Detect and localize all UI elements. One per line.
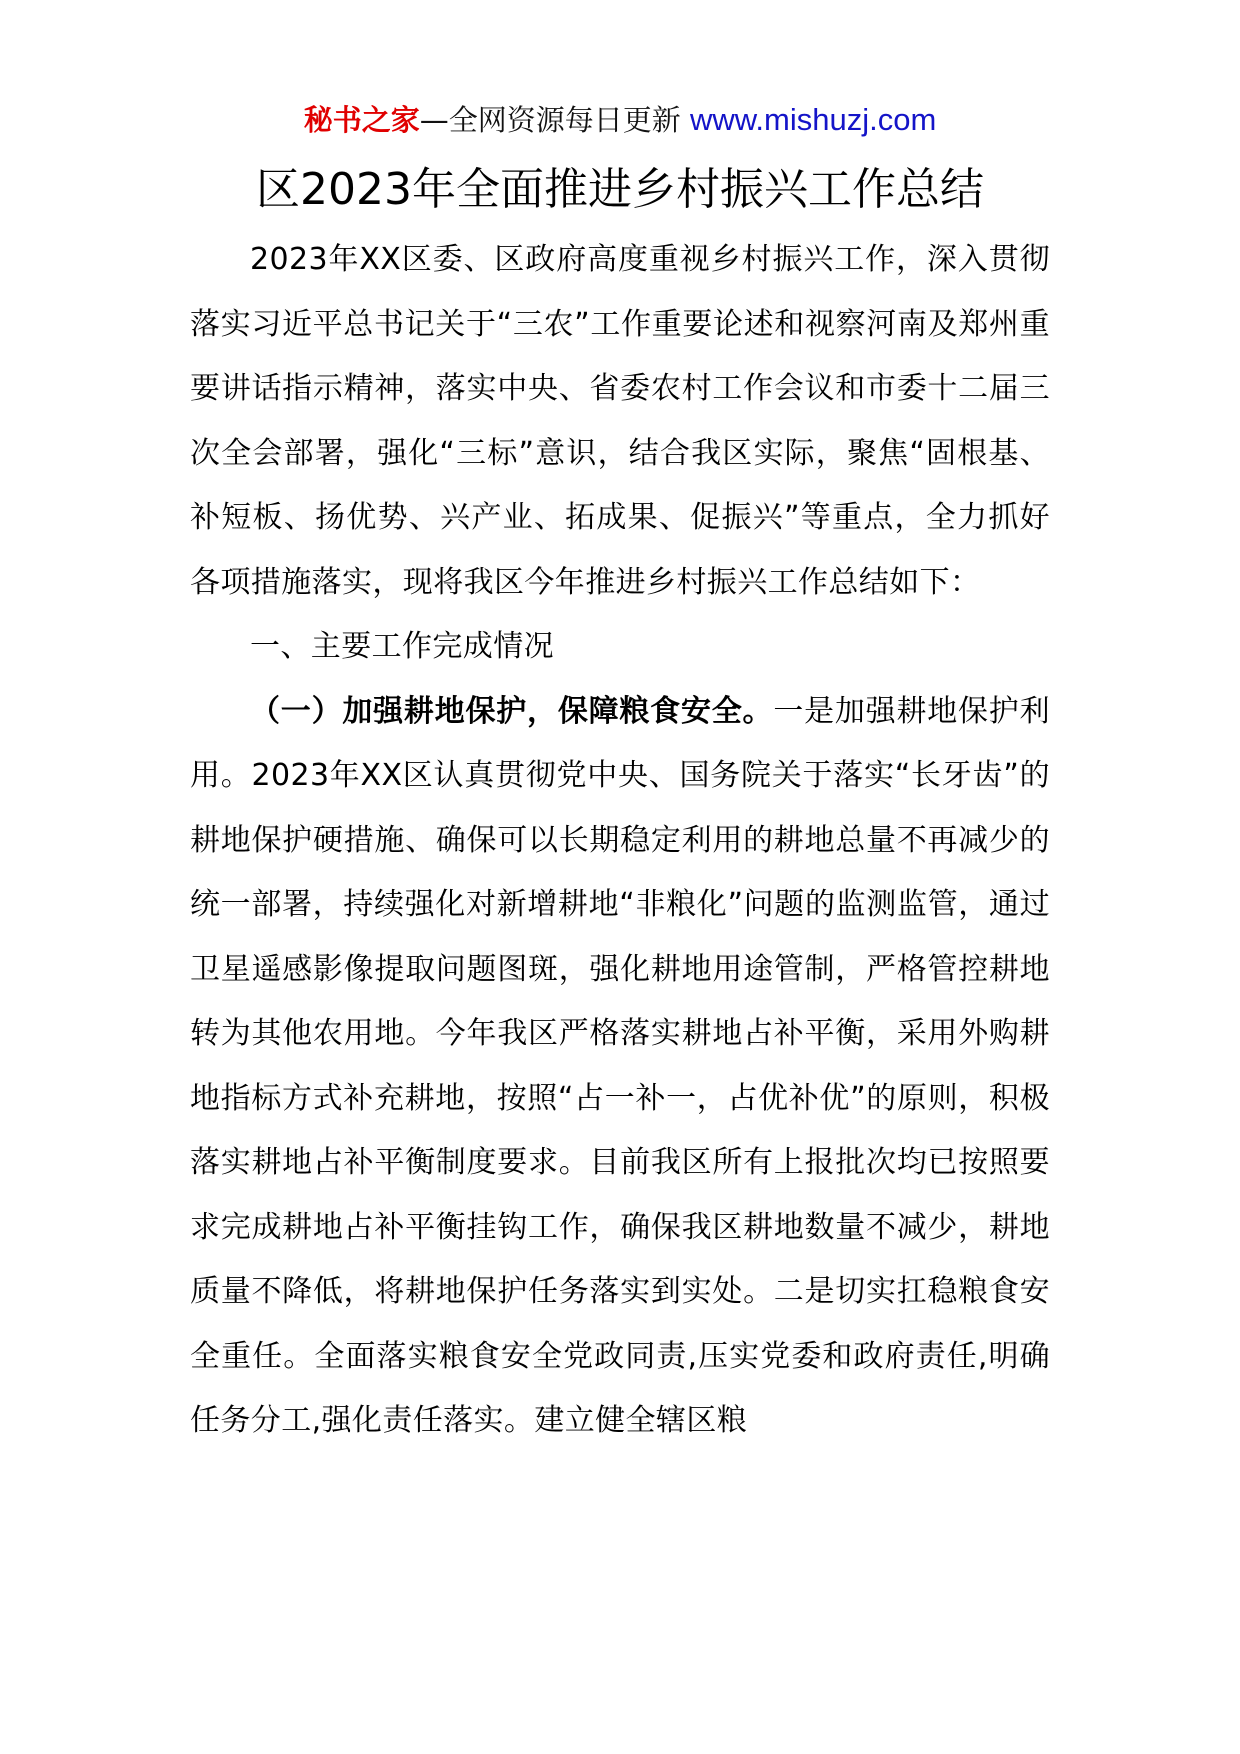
banner-tagline: —全网资源每日更新 [419,103,681,137]
document-body [190,228,1050,1454]
subsection-body: 一是加强耕地保护利用。2023年XX区认真贯彻党中央、国务院关于落实“长牙齿”的耕地保护硬措施、确保可以长期稳定利用的耕地总量不再减少的统一部署，持续强化对新增耕地“非粮化”问题的监测监管，通过卫星遥感影像提取问题图斑，强化耕地用途管制，严格管控耕地转为其他农用地。今年我区严格落实耕地占补平衡，采用外购耕地指标方式补充耕地，按照“占一补一，占优补优”的原则，积极落实耕地占补平衡制度要求。目前我区所有上报批次均已按照要求完成耕地占补平衡挂钩工作，确保我区耕地数量不减少，耕地质量不降低，将耕地保护任务落实到实处。二是切实扛稳粮食安全重任。全面落实粮食安全党政同责,压实党委和政府责任,明确任务分工,强化责任落实。建立健全辖区粮 [190,693,1050,1438]
subsection-heading: （一）加强耕地保护，保障粮食安全。 [250,693,774,729]
site-banner [0,100,1240,140]
section-heading: 一、主要工作完成情况 [250,629,554,664]
site-url-link[interactable]: www.mishuzj.com [689,102,937,137]
brand-name: 秘书之家 [303,103,420,137]
intro-paragraph: 2023年XX区委、区政府高度重视乡村振兴工作，深入贯彻落实习近平总书记关于“三农”工作重要论述和视察河南及郑州重要讲话指示精神，落实中央、省委农村工作会议和市委十二届三次全会部署，强化“三标”意识，结合我区实际，聚焦“固根基、补短板、扬优势、兴产业、拓成果、促振兴”等重点，全力抓好各项措施落实，现将我区今年推进乡村振兴工作总结如下： [190,242,1050,600]
subsection-paragraph [190,680,1050,1454]
document-title: 区2023年全面推进乡村振兴工作总结 [256,164,984,215]
